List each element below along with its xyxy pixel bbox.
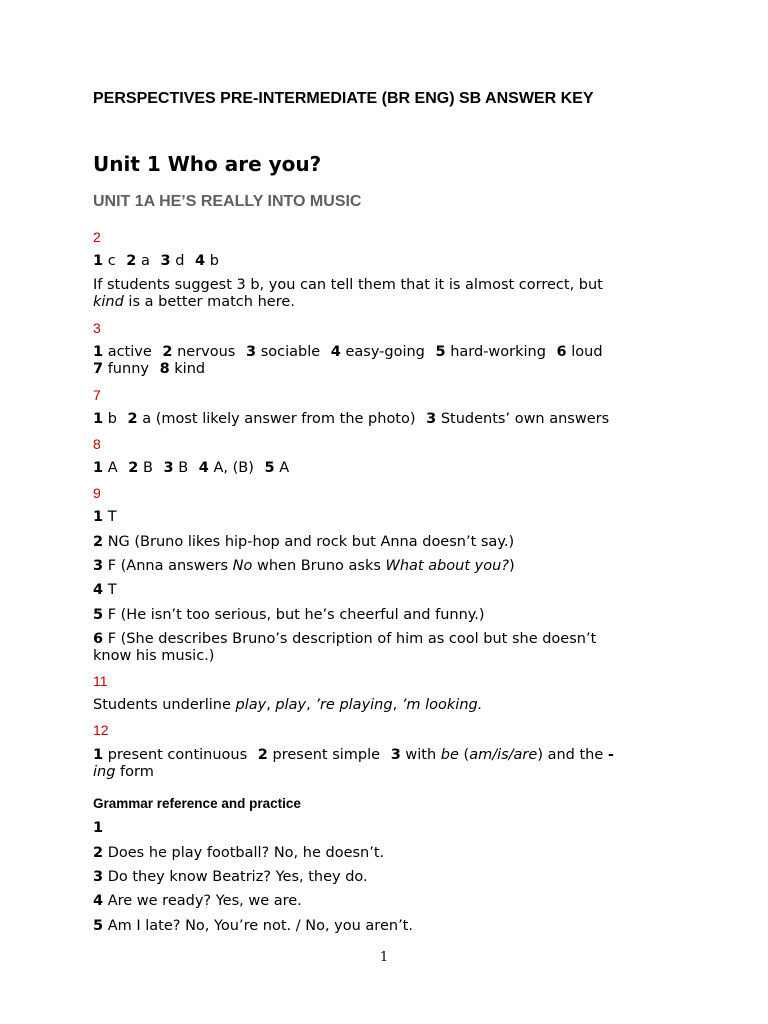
answer-number: 1 — [93, 509, 104, 525]
exercise-7-answers — [93, 411, 609, 428]
answer-number: 4 — [93, 893, 104, 909]
answer-text: nervous — [177, 344, 236, 360]
answer-text: d — [175, 253, 185, 269]
answer-emphasis: play — [275, 697, 307, 713]
unit-title: Unit 1 Who are you? — [93, 152, 322, 176]
grammar-answer-2 — [93, 845, 384, 862]
answer-text: a (most likely answer from the photo) — [142, 411, 416, 427]
answer-number: 5 — [435, 344, 446, 360]
answer-text: with — [405, 747, 441, 763]
answer-number: 1 — [93, 820, 104, 836]
answer-emphasis: am/is/are — [469, 747, 538, 763]
answer-text: F (Anna answers — [107, 558, 233, 574]
answer-number: 1 — [93, 460, 104, 476]
exercise-number-9: 9 — [93, 485, 101, 501]
answer-text: Students’ own answers — [440, 411, 610, 427]
answer-text: when Bruno asks — [252, 558, 386, 574]
exercise-number-11: 11 — [93, 673, 108, 689]
answer-number: 2 — [128, 460, 139, 476]
grammar-section-title: Grammar reference and practice — [93, 796, 301, 811]
exercise-2-answers — [93, 253, 219, 270]
exercise-number-3: 3 — [93, 320, 101, 336]
answer-number: 1 — [93, 411, 104, 427]
answer-number: 1 — [93, 344, 104, 360]
answer-number: 6 — [556, 344, 567, 360]
answer-text: ) — [509, 558, 515, 574]
exercise-9-answer-5 — [93, 607, 485, 624]
answer-emphasis: ing — [93, 764, 116, 780]
answer-text: B — [178, 460, 189, 476]
answer-text: ) and the — [537, 747, 608, 763]
separator: , — [306, 697, 316, 713]
separator: , — [266, 697, 276, 713]
answer-text: funny — [107, 361, 149, 377]
note-line-1: If students suggest 3 b, you can tell them that it is almost correct, but — [93, 277, 603, 293]
answer-number: 2 — [126, 253, 137, 269]
answer-number: 2 — [162, 344, 173, 360]
answer-text: sociable — [260, 344, 321, 360]
exercise-9-answer-1 — [93, 509, 117, 526]
note-emphasis: kind — [93, 294, 124, 310]
answer-text: Students underline — [93, 697, 236, 713]
answer-number: 4 — [93, 582, 104, 598]
answer-text: F (She describes Bruno’s description of him as cool but she doesn’t — [107, 631, 597, 647]
answer-number: 3 — [390, 747, 401, 763]
answer-number: 3 — [93, 558, 104, 574]
answer-number: 2 — [93, 845, 104, 861]
answer-text: T — [107, 582, 117, 598]
answer-text: A — [107, 460, 118, 476]
answer-text: Does he play football? No, he doesn’t. — [107, 845, 385, 861]
note-line-2: is a better match here. — [123, 294, 295, 310]
answer-number: 3 — [245, 344, 257, 360]
exercise-11-answer — [93, 697, 482, 714]
answer-number: 5 — [93, 607, 104, 623]
answer-number: 3 — [426, 411, 437, 427]
answer-text: c — [107, 253, 116, 269]
answer-number: 2 — [93, 534, 104, 550]
answer-text: ( — [458, 747, 470, 763]
answer-number: 8 — [159, 361, 170, 377]
answer-text: easy-going — [345, 344, 425, 360]
exercise-number-2: 2 — [93, 229, 101, 245]
answer-text: NG (Bruno likes hip-hop and rock but Anna doesn’t say.) — [107, 534, 515, 550]
answer-number: 6 — [93, 631, 104, 647]
answer-emphasis: ’m looking. — [401, 697, 483, 713]
answer-text: F (He isn’t too serious, but he’s cheerful and funny.) — [107, 607, 485, 623]
answer-emphasis: No — [232, 558, 253, 574]
answer-text: b — [107, 411, 117, 427]
answer-text: active — [107, 344, 152, 360]
answer-number: 5 — [264, 460, 275, 476]
answer-number: 1 — [93, 253, 104, 269]
exercise-number-8: 8 — [93, 436, 101, 452]
answer-number: 5 — [93, 918, 104, 934]
answer-text: T — [107, 509, 117, 525]
answer-number: 4 — [330, 344, 341, 360]
grammar-answer-4 — [93, 893, 302, 910]
document-title: PERSPECTIVES PRE-INTERMEDIATE (BR ENG) SB ANSWER KEY — [93, 90, 594, 107]
answer-text: form — [115, 764, 154, 780]
answer-emphasis: play — [235, 697, 267, 713]
answer-number: 4 — [198, 460, 209, 476]
answer-text: loud — [571, 344, 603, 360]
answer-text: kind — [174, 361, 206, 377]
answer-text: a — [141, 253, 150, 269]
grammar-answer-3 — [93, 869, 368, 886]
answer-text: A — [279, 460, 290, 476]
answer-text: know his music.) — [93, 648, 215, 664]
grammar-answer-5 — [93, 918, 413, 935]
section-title: UNIT 1A HE’S REALLY INTO MUSIC — [93, 193, 362, 210]
answer-emphasis: What about you? — [385, 558, 510, 574]
answer-number: 1 — [93, 747, 104, 763]
answer-text: B — [142, 460, 153, 476]
exercise-9-answer-3 — [93, 558, 515, 575]
exercise-3-answers — [93, 344, 603, 378]
answer-text: Do they know Beatriz? Yes, they do. — [107, 869, 368, 885]
answer-text: hard-working — [450, 344, 546, 360]
answer-number: 7 — [93, 361, 104, 377]
answer-text: present simple — [272, 747, 381, 763]
answer-number: 4 — [195, 253, 206, 269]
exercise-9-answer-6 — [93, 631, 596, 665]
answer-number: 2 — [127, 411, 138, 427]
separator: , — [392, 697, 402, 713]
answer-emphasis: ’re playing — [315, 697, 393, 713]
answer-text: Am I late? No, You’re not. / No, you aren’t. — [107, 918, 413, 934]
exercise-2-note — [93, 277, 603, 311]
answer-text: present continuous — [107, 747, 248, 763]
answer-number: 3 — [163, 460, 174, 476]
page-number: 1 — [379, 950, 389, 965]
answer-emphasis: - — [607, 747, 614, 763]
answer-number: 2 — [257, 747, 268, 763]
answer-text: A, (B) — [213, 460, 254, 476]
answer-text: b — [209, 253, 219, 269]
exercise-9-answer-4 — [93, 582, 117, 599]
exercise-12-answers — [93, 747, 614, 781]
answer-number: 3 — [160, 253, 171, 269]
exercise-9-answer-2 — [93, 534, 514, 551]
exercise-number-12: 12 — [93, 722, 109, 738]
exercise-number-7: 7 — [93, 387, 101, 403]
answer-number: 3 — [93, 869, 104, 885]
grammar-exercise-number — [93, 820, 103, 837]
answer-emphasis: be — [440, 747, 459, 763]
answer-text: Are we ready? Yes, we are. — [107, 893, 302, 909]
exercise-8-answers — [93, 460, 289, 477]
